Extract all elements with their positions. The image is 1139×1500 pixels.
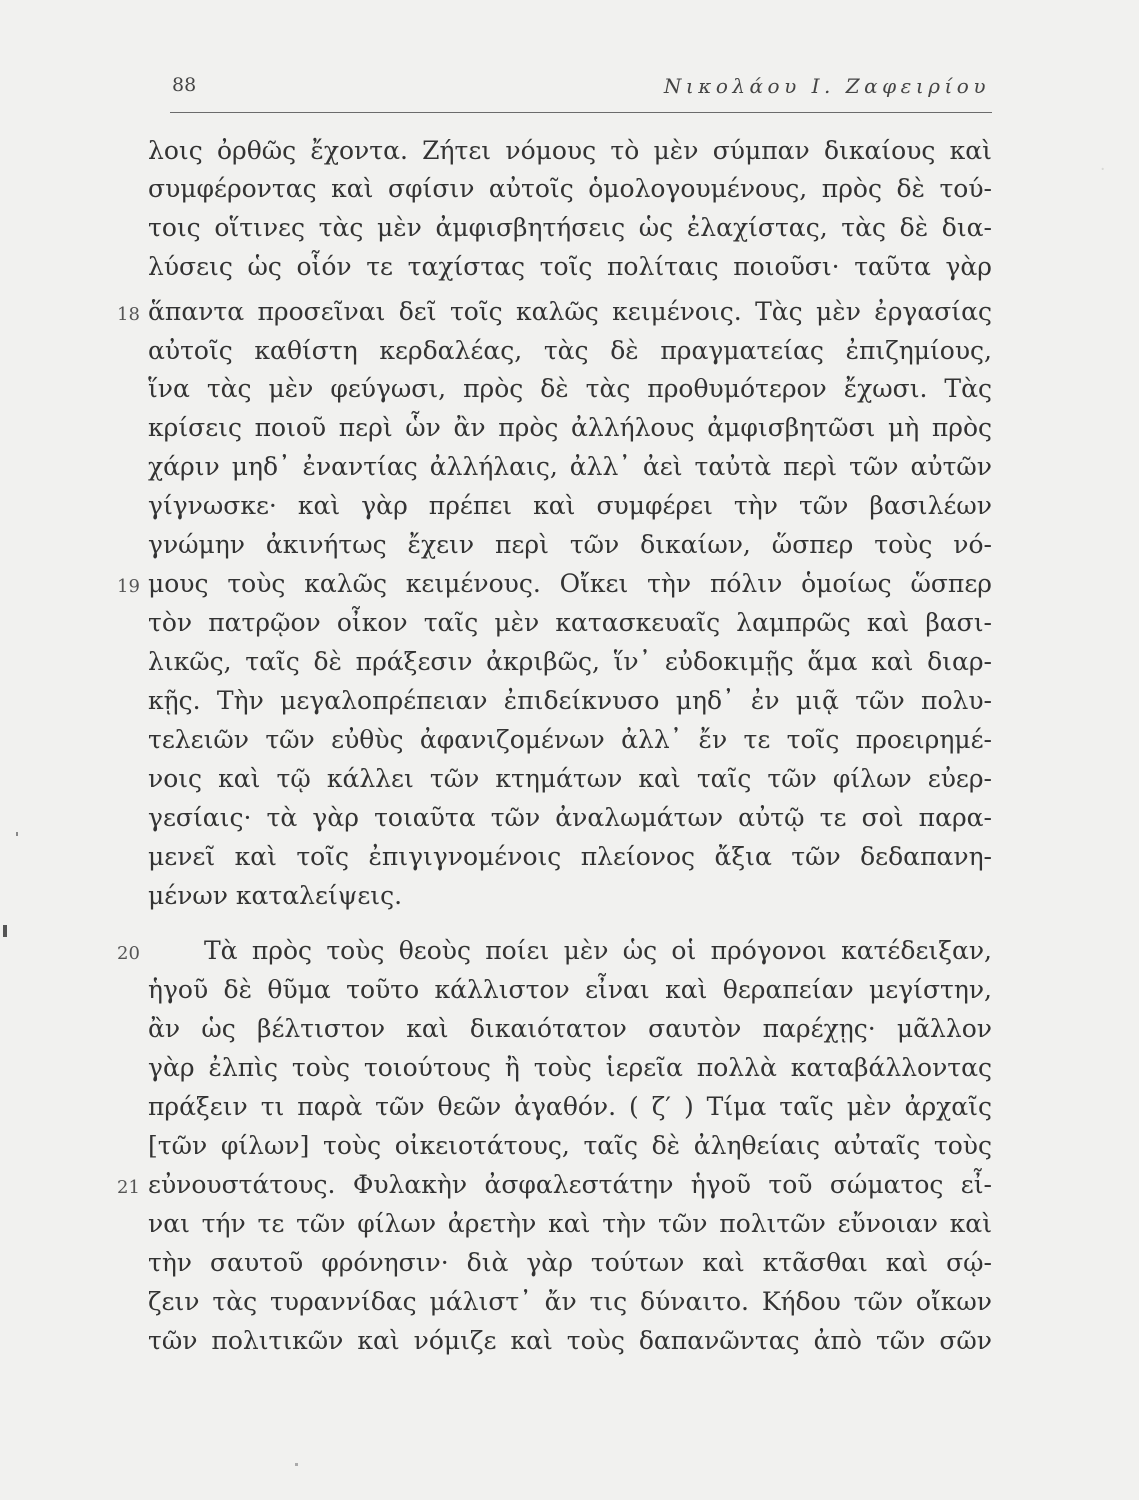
text-line: [τῶν φίλων] τοὺς οἰκειοτάτους, ταῖς δὲ ἀληθείαις αὐταῖς τοὺς bbox=[148, 1131, 992, 1160]
text-line: γίγνωσκε· καὶ γὰρ πρέπει καὶ συμφέρει τὴν τῶν βασιλέων bbox=[148, 491, 992, 520]
text-line: κῇς. Τὴν μεγαλοπρέπειαν ἐπιδείκνυσο μηδ᾽ ἐν μιᾷ τῶν πολυ- bbox=[148, 686, 992, 715]
section-number: 18 bbox=[117, 304, 140, 325]
running-head: Νικολάου Ι. Ζαφειρίου bbox=[663, 74, 990, 98]
text-line: χάριν μηδ᾽ ἐναντίας ἀλλήλαις, ἀλλ᾽ ἀεὶ ταὐτὰ περὶ τῶν αὐτῶν bbox=[148, 452, 992, 481]
text-line: λοις ὀρθῶς ἔχοντα. Ζήτει νόμους τὸ μὲν σύμπαν δικαίους καὶ bbox=[148, 136, 992, 165]
text-line: τελειῶν τῶν εὐθὺς ἀφανιζομένων ἀλλ᾽ ἔν τε τοῖς προειρημέ- bbox=[148, 725, 992, 754]
text-line: γεσίαις· τὰ γὰρ τοιαῦτα τῶν ἀναλωμάτων αὐτῷ τε σοὶ παρα- bbox=[148, 803, 992, 832]
text-line: τῶν πολιτικῶν καὶ νόμιζε καὶ τοὺς δαπανῶντας ἀπὸ τῶν σῶν bbox=[148, 1326, 992, 1355]
text-line: αὐτοῖς καθίστη κερδαλέας, τὰς δὲ πραγματείας ἐπιζημίους, bbox=[148, 336, 992, 365]
section-number: 20 bbox=[117, 943, 140, 964]
text-line: τὴν σαυτοῦ φρόνησιν· διὰ γὰρ τούτων καὶ κτᾶσθαι καὶ σῴ- bbox=[148, 1248, 992, 1277]
text-line: Τὰ πρὸς τοὺς θεοὺς ποίει μὲν ὡς οἱ πρόγονοι κατέδειξαν, bbox=[204, 936, 992, 965]
text-line: γνώμην ἀκινήτως ἔχειν περὶ τῶν δικαίων, ὥσπερ τοὺς νό- bbox=[148, 530, 992, 559]
text-line: ναι τήν τε τῶν φίλων ἀρετὴν καὶ τὴν τῶν πολιτῶν εὔνοιαν καὶ bbox=[148, 1209, 992, 1238]
text-line: ζειν τὰς τυραννίδας μάλιστ᾽ ἄν τις δύναιτο. Κήδου τῶν οἴκων bbox=[148, 1287, 992, 1316]
text-line: τοις οἵτινες τὰς μὲν ἀμφισβητήσεις ὡς ἐλαχίστας, τὰς δὲ δια- bbox=[148, 213, 992, 242]
text-line: κρίσεις ποιοῦ περὶ ὧν ἂν πρὸς ἀλλήλους ἀμφισβητῶσι μὴ πρὸς bbox=[148, 413, 992, 442]
text-line: εὐνουστάτους. Φυλακὴν ἀσφαλεστάτην ἡγοῦ τοῦ σώματος εἶ- bbox=[148, 1170, 992, 1199]
bleed-through-mark: · bbox=[1100, 160, 1106, 180]
section-number: 21 bbox=[117, 1177, 140, 1198]
text-line: ἵνα τὰς μὲν φεύγωσι, πρὸς δὲ τὰς προθυμότερον ἔχωσι. Τὰς bbox=[148, 374, 992, 403]
text-line: μους τοὺς καλῶς κειμένους. Οἴκει τὴν πόλιν ὁμοίως ὥσπερ bbox=[148, 569, 992, 598]
text-line: ἂν ὡς βέλτιστον καὶ δικαιότατον σαυτὸν παρέχῃς· μᾶλλον bbox=[148, 1014, 992, 1043]
text-line: πράξειν τι παρὰ τῶν θεῶν ἀγαθόν. ( ζ′ ) Τίμα ταῖς μὲν ἀρχαῖς bbox=[148, 1092, 992, 1121]
text-line: συμφέροντας καὶ σφίσιν αὐτοῖς ὁμολογουμένους, πρὸς δὲ τού- bbox=[148, 174, 992, 203]
text-line: ἅπαντα προσεῖναι δεῖ τοῖς καλῶς κειμένοις. Τὰς μὲν ἐργασίας bbox=[148, 297, 992, 326]
text-line: νοις καὶ τῷ κάλλει τῶν κτημάτων καὶ ταῖς τῶν φίλων εὐερ- bbox=[148, 764, 992, 793]
text-line: μένων καταλείψεις. bbox=[148, 881, 403, 910]
section-number: 19 bbox=[117, 576, 140, 597]
scan-speck bbox=[16, 832, 18, 836]
text-line: τὸν πατρῷον οἶκον ταῖς μὲν κατασκευαῖς λαμπρῶς καὶ βασι- bbox=[148, 608, 992, 637]
scan-speck bbox=[3, 925, 7, 937]
page-header bbox=[170, 72, 992, 113]
scan-speck bbox=[295, 1463, 298, 1466]
text-line: γὰρ ἐλπὶς τοὺς τοιούτους ἢ τοὺς ἱερεῖα πολλὰ καταβάλλοντας bbox=[148, 1053, 992, 1082]
text-line: λικῶς, ταῖς δὲ πράξεσιν ἀκριβῶς, ἵν᾽ εὐδοκιμῇς ἅμα καὶ διαρ- bbox=[148, 647, 992, 676]
page-number: 88 bbox=[172, 74, 197, 96]
text-line: μενεῖ καὶ τοῖς ἐπιγιγνομένοις πλείονος ἄξια τῶν δεδαπανη- bbox=[148, 842, 992, 871]
text-line: λύσεις ὡς οἷόν τε ταχίστας τοῖς πολίταις ποιοῦσι· ταῦτα γὰρ bbox=[148, 252, 992, 281]
text-line: ἡγοῦ δὲ θῦμα τοῦτο κάλλιστον εἶναι καὶ θεραπείαν μεγίστην, bbox=[148, 975, 992, 1004]
